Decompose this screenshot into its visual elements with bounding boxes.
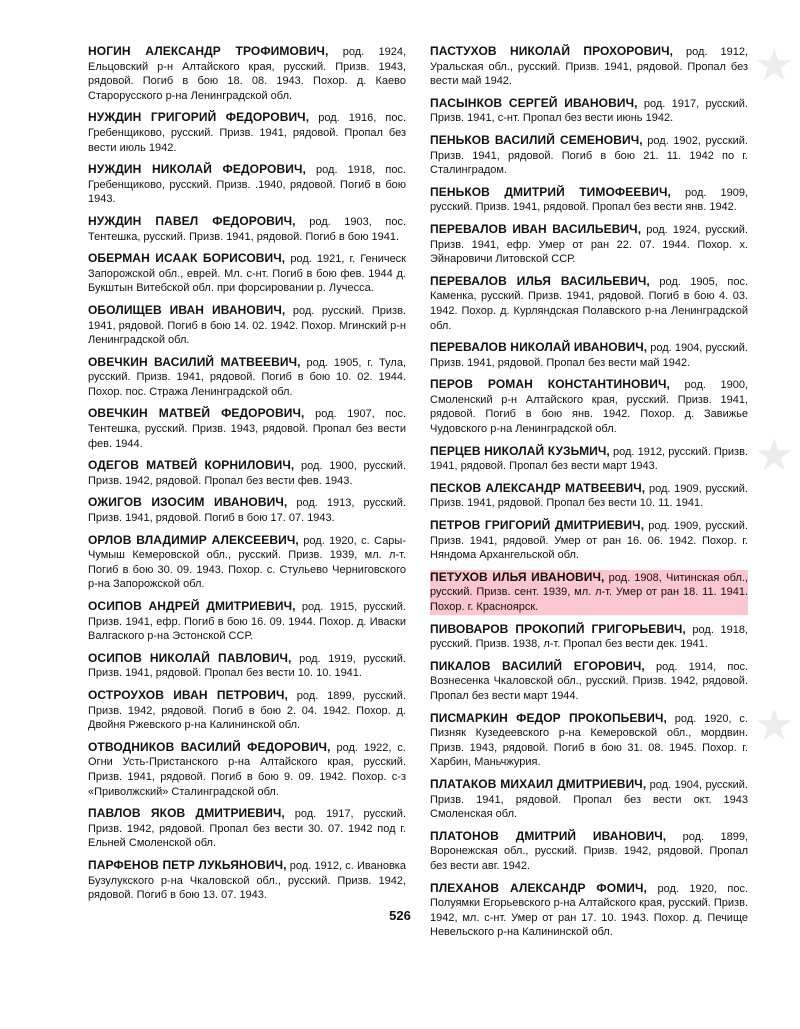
record-details: род. русский. Призв. 1941, рядовой. Погиб в бою 14. 02. 1942. Похор. Мгинский р-н Ленинградской обл. <box>88 304 406 347</box>
record-entry <box>88 599 406 644</box>
record-name: ПЕНЬКОВ ДМИТРИЙ ТИМОФЕЕВИЧ, <box>430 184 671 199</box>
record-name: ПАСЫНКОВ СЕРГЕЙ ИВАНОВИЧ, <box>430 95 638 110</box>
record-details: род. 1917, русский. Призв. 1942, рядовой. Пропал без вести 30. 07. 1942 под г. Ельней Смоленской обл. <box>88 808 407 850</box>
record-name: ОЖИГОВ ИЗОСИМ ИВАНОВИЧ, <box>88 495 288 510</box>
record-name: ОСИПОВ НИКОЛАЙ ПАВЛОВИЧ, <box>88 650 292 665</box>
record-name: ОСИПОВ АНДРЕЙ ДМИТРИЕВИЧ, <box>88 599 296 613</box>
record-name: ПИВОВАРОВ ПРОКОПИЙ ГРИГОРЬЕВИЧ, <box>430 621 686 636</box>
record-entry <box>88 251 406 296</box>
record-entry <box>88 44 406 103</box>
record-name: ПЕРОВ РОМАН КОНСТАНТИНОВИЧ, <box>430 377 670 392</box>
record-entry <box>430 44 748 89</box>
record-details: род. 1904, русский. Призв. 1941, рядовой. Пропал без вести май 1942. <box>430 342 748 369</box>
record-name: НУЖДИН ПАВЕЛ ФЕДОРОВИЧ, <box>88 213 296 228</box>
record-entry <box>88 858 406 903</box>
record-name: ПЕТУХОВ ИЛЬЯ ИВАНОВИЧ, <box>430 569 605 584</box>
record-entry <box>430 444 748 474</box>
record-details: род. 1920, с. Сары-Чумыш Кемеровской обл., русский. Призв. 1939, мл. л-т. Погиб в бою 30. 09. 1943. Похор. с. Стульево Черниговского р-на Запорожской обл. <box>88 534 406 591</box>
record-entry <box>430 481 748 511</box>
record-name: ОБОЛИЩЕВ ИВАН ИВАНОВИЧ, <box>88 302 286 317</box>
record-name: ПЛАТАКОВ МИХАИЛ ДМИТРИЕВИЧ, <box>430 776 647 791</box>
record-name: ПЕРЦЕВ НИКОЛАЙ КУЗЬМИЧ, <box>430 443 610 458</box>
record-entry <box>88 162 406 207</box>
record-details: род. 1918, русский. Призв. 1938, л-т. Пропал без вести дек. 1941. <box>430 623 748 651</box>
record-name: ОВЕЧКИН МАТВЕЙ ФЕДОРОВИЧ, <box>88 406 305 421</box>
record-name: ПЕНЬКОВ ВАСИЛИЙ СЕМЕНОВИЧ, <box>430 132 643 147</box>
record-name: НУЖДИН НИКОЛАЙ ФЕДОРОВИЧ, <box>88 162 306 177</box>
right-column <box>430 44 748 947</box>
record-entry <box>430 777 748 822</box>
watermark-star-icon: ★ <box>754 701 794 750</box>
watermark-star-icon: ★ <box>754 41 794 90</box>
record-entry <box>430 829 748 874</box>
record-entry <box>430 96 748 126</box>
record-details: род. 1907, пос. Тентешка, русский. Призв. 1943, рядовой. Пропал без вести фев. 1944. <box>88 408 407 450</box>
record-name: ПИСМАРКИН ФЕДОР ПРОКОПЬЕВИЧ, <box>430 710 667 725</box>
record-entry <box>430 659 748 704</box>
record-name: ПАСТУХОВ НИКОЛАЙ ПРОХОРОВИЧ, <box>430 44 674 58</box>
record-details: род. 1908, Читинская обл., русский. Призв. сент. 1939, мл. л-т. Умер от ран 18. 11. 1941. Похор. г. Красноярск. <box>430 571 748 613</box>
record-details: род. 1919, русский. Призв. 1941, рядовой. Пропал без вести 10. 10. 1941. <box>88 652 406 680</box>
record-details: род. 1909, русский. Призв. 1941, рядовой. Умер от ран 16. 06. 1942. Похор. г. Няндома Архангельской обл. <box>430 520 748 562</box>
record-entry <box>430 185 748 215</box>
record-entry <box>430 377 748 436</box>
record-details: род. 1922, с. Огни Усть-Пристанского р-на Алтайского края, русский. Призв. 1941, рядовой. Погиб в бою 9. 09. 1942. Похор. с-з «Приволжский» Сталинградской обл. <box>88 741 406 798</box>
record-name: ПЕРЕВАЛОВ НИКОЛАЙ ИВАНОВИЧ, <box>430 340 648 355</box>
record-details: род. 1924, Ельцовский р-н Алтайского края, русский. Призв. 1943, рядовой. Погиб в бою 18. 08. 1943. Похор. д. Каево Старорусского р-на Ленинградской обл. <box>88 46 406 102</box>
page-number: 526 <box>389 908 411 923</box>
record-details: род. 1899, русский. Призв. 1942, рядовой. Погиб в бою 2. 04. 1942. Похор. д. Двойня Ржевского р-на Калининской обл. <box>88 689 406 732</box>
record-entry <box>430 711 748 770</box>
record-entry <box>430 518 748 563</box>
record-details: род. 1918, пос. Гребенщиково, русский. Призв. .1940, рядовой. Погиб в бою 1943. <box>88 164 406 206</box>
record-details: род. 1915, русский. Призв. 1941, ефр. Погиб в бою 16. 09. 1944. Похор. д. Иваски Валгаского р-на Эстонской ССР. <box>88 601 406 643</box>
record-entry <box>430 222 748 267</box>
record-name: ПЕРЕВАЛОВ ИВАН ВАСИЛЬЕВИЧ, <box>430 221 642 236</box>
record-entry <box>88 406 406 451</box>
record-entry <box>88 303 406 348</box>
record-name: НУЖДИН ГРИГОРИЙ ФЕДОРОВИЧ, <box>88 110 310 125</box>
record-entry <box>88 533 406 592</box>
record-details: род. 1912, Уральская обл., русский. Призв. 1941, рядовой. Пропал без вести май 1942. <box>430 46 748 88</box>
record-details: род. 1903, пос. Тентешка, русский. Призв. 1941, рядовой. Погиб в бою 1941. <box>88 215 407 243</box>
record-details: род. 1921, г. Геническ Запорожской обл., еврей. Мл. с-нт. Погиб в бою фев. 1944 д. Букштын Витебской обл. при форсировании р. Лучесса. <box>88 253 406 295</box>
record-details: род. 1905, пос. Каменка, русский. Призв. 1941, рядовой. Погиб в бою 4. 03. 1942. Похор. д. Курляндская Полавского р-на Ленинградской обл. <box>430 275 748 332</box>
record-name: ПАРФЕНОВ ПЕТР ЛУКЬЯНОВИЧ, <box>88 857 287 872</box>
record-details: род. 1912, русский. Призв. 1941, рядовой. Пропал без вести март 1943. <box>430 445 748 473</box>
record-details: род. 1913, русский. Призв. 1941, рядовой. Погиб в бою 17. 07. 1943. <box>88 497 406 525</box>
record-entry <box>88 651 406 681</box>
record-details: род. 1912, с. Ивановка Бузулукского р-на Чкаловской обл., русский. Призв. 1942, рядовой. Погиб в бою 13. 07. 1943. <box>88 859 406 902</box>
record-entry <box>430 133 748 178</box>
record-name: ОРЛОВ ВЛАДИМИР АЛЕКСЕЕВИЧ, <box>88 532 299 547</box>
record-details: род. 1904, русский. Призв. 1941, рядовой. Пропал без вести окт. 1943 Смоленская обл. <box>430 778 748 821</box>
record-details: род. 1909, русский. Призв. 1941, рядовой. Пропал без вести янв. 1942. <box>430 186 748 214</box>
record-entry <box>88 458 406 488</box>
record-name: ПИКАЛОВ ВАСИЛИЙ ЕГОРОВИЧ, <box>430 658 645 673</box>
record-name: ПЛАТОНОВ ДМИТРИЙ ИВАНОВИЧ, <box>430 828 667 843</box>
record-name: ПЕРЕВАЛОВ ИЛЬЯ ВАСИЛЬЕВИЧ, <box>430 273 650 288</box>
record-details: род. 1899, Воронежская обл., русский. Призв. 1942, рядовой. Пропал без вести авг. 1942. <box>430 830 748 872</box>
record-entry <box>88 688 406 733</box>
left-column <box>88 44 406 910</box>
record-details: род. 1917, русский. Призв. 1941, с-нт. Пропал без вести июнь 1942. <box>430 97 748 125</box>
record-entry <box>88 214 406 244</box>
record-entry <box>88 740 406 799</box>
record-name: ПЕСКОВ АЛЕКСАНДР МАТВЕЕВИЧ, <box>430 480 646 495</box>
record-entry <box>430 274 748 333</box>
watermark-star-icon: ★ <box>754 431 794 480</box>
record-name: ОТВОДНИКОВ ВАСИЛИЙ ФЕДОРОВИЧ, <box>88 739 331 754</box>
record-details: род. 1900, русский. Призв. 1942, рядовой. Пропал без вести фев. 1943. <box>88 460 406 487</box>
record-entry <box>430 340 748 370</box>
record-name: ОСТРОУХОВ ИВАН ПЕТРОВИЧ, <box>88 687 288 702</box>
record-name: ОДЕГОВ МАТВЕЙ КОРНИЛОВИЧ, <box>88 458 295 473</box>
record-details: род. 1914, пос. Вознесенка Чкаловской обл., русский. Призв. 1942, рядовой. Пропал без вести март 1944. <box>430 660 749 702</box>
record-name: ОБЕРМАН ИСААК БОРИСОВИЧ, <box>88 251 286 266</box>
record-entry <box>88 355 406 400</box>
record-entry <box>88 110 406 155</box>
record-entry <box>430 622 748 652</box>
record-details: род. 1916, пос. Гребенщиково, русский. Призв. 1941, рядовой. Пропал без вести июль 1942. <box>88 112 406 154</box>
record-details: род. 1905, г. Тула, русский. Призв. 1941, рядовой. Погиб в бою 10. 02. 1944. Похор. пос. Стража Ленинградской обл. <box>88 356 406 398</box>
record-details: род. 1902, русский. Призв. 1941, рядовой. Погиб в бою 21. 11. 1942 по г. Сталинградом. <box>430 134 748 177</box>
record-details: род. 1920, с. Пизняк Кузедеевского р-на Кемеровской обл., мордвин. Призв. 1943, рядовой. Погиб в бою 31. 08. 1945. Похор. г. Харбин, Маньчжурия. <box>430 712 748 769</box>
record-entry <box>88 495 406 525</box>
record-name: ПЛЕХАНОВ АЛЕКСАНДР ФОМИЧ, <box>430 880 647 895</box>
record-details: род. 1924, русский. Призв. 1941, ефр. Умер от ран 22. 07. 1944. Похор. х. Эйнаровичи Литовской ССР. <box>430 223 748 266</box>
record-name: ПЕТРОВ ГРИГОРИЙ ДМИТРИЕВИЧ, <box>430 518 645 533</box>
record-name: ОВЕЧКИН ВАСИЛИЙ МАТВЕЕВИЧ, <box>88 354 301 369</box>
record-details: род. 1920, пос. Полуямки Егорьевского р-на Алтайского края, русский. Призв. 1942, мл. с-нт. Умер от ран 17. 10. 1943. Похор. д. Печище Невельского р-на Калининской обл. <box>430 882 748 939</box>
record-entry <box>88 806 406 851</box>
record-details: род. 1900, Смоленский р-н Алтайского края, русский. Призв. 1941, рядовой. Погиб в бою янв. 1942. Похор. д. Завижье Чудовского р-на Ленинградской обл. <box>430 379 748 436</box>
record-name: ПАВЛОВ ЯКОВ ДМИТРИЕВИЧ, <box>88 806 285 821</box>
record-entry <box>430 570 748 615</box>
record-name: НОГИН АЛЕКСАНДР ТРОФИМОВИЧ, <box>88 44 329 58</box>
record-details: род. 1909, русский. Призв. 1941, рядовой. Пропал без вести 10. 11. 1941. <box>430 482 748 510</box>
